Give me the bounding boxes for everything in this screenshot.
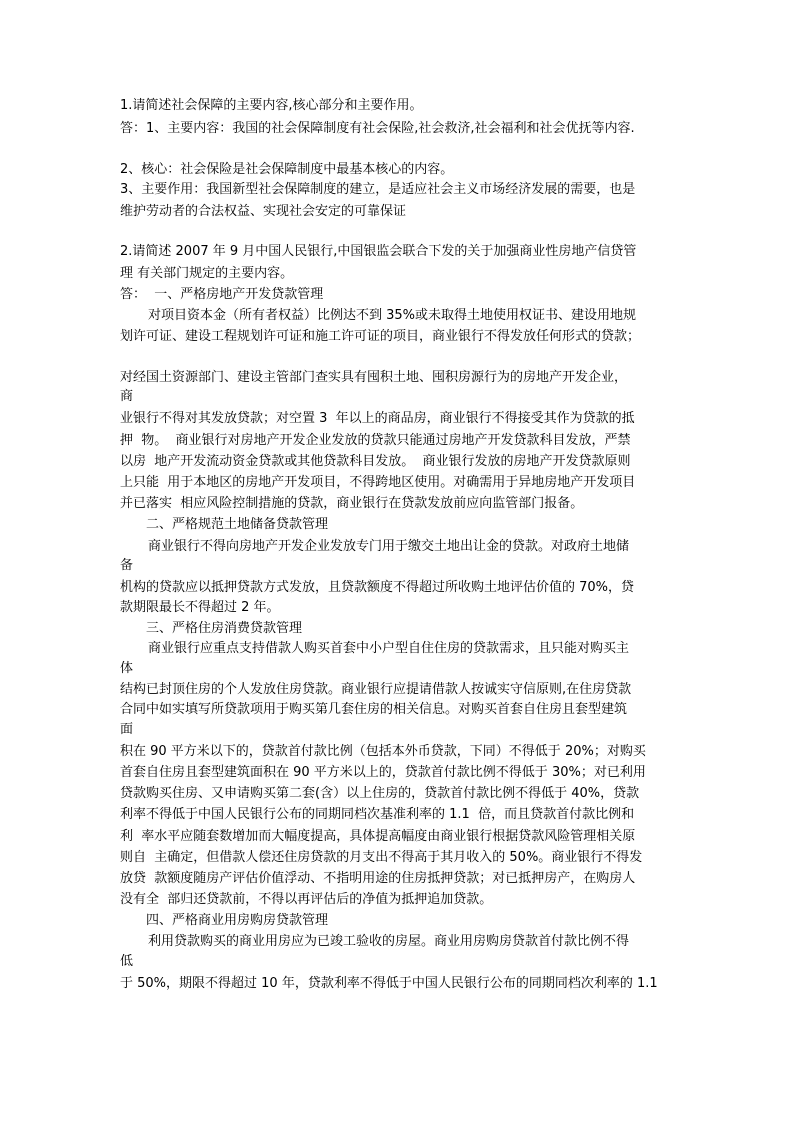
answer-1-role: 3、主要作用：我国新型社会保障制度的建立，是适应社会主义市场经济发展的需要，也是 [120,182,636,197]
paragraph-line: 则自 主确定，但借款人偿还住房贷款的月支出不得高于其月收入的 50%。商业银行不得发 [120,850,643,865]
paragraph-line: 利用贷款购买的商业用房应为已竣工验收的房屋。商业用房购房贷款首付款比例不得 [148,934,630,949]
paragraph-line: 商业银行不得向房地产开发企业发放专门用于缴交土地出让金的贷款。对政府土地储 [148,539,630,554]
paragraph-line: 并已落实 相应风险控制措施的贷款，商业银行在贷款发放前应向监管部门报备。 [120,496,584,511]
paragraph-line: 贷款购买住房、又申请购买第二套(含）以上住房的，贷款首付款比例不得低于 40%，贷款 [120,786,640,801]
section-heading-2: 二、严格规范土地储备贷款管理 [146,517,329,532]
paragraph-line: 于 50%，期限不得超过 10 年，贷款利率不得低于中国人民银行公布的同期同档次利率的 1.1 [120,976,658,991]
paragraph-line: 以房 地产开发流动资金贷款或其他贷款科目发放。 商业银行发放的房地产开发贷款原则 [120,454,631,469]
paragraph-line: 结构已封顶住房的个人发放住房贷款。商业银行应提请借款人按诚实守信原则,在住房贷款 [120,682,632,697]
paragraph-line: 积在 90 平方米以下的，贷款首付款比例（包括本外币贷款，下同）不得低于 20%；对购买 [120,744,646,759]
paragraph-line: 商业银行应重点支持借款人购买首套中小户型自住住房的贷款需求，且只能对购买主 [148,641,630,656]
paragraph-line: 划许可证、建设工程规划许可证和施工许可证的项目，商业银行不得发放任何形式的贷款； [120,329,641,344]
paragraph-line: 商 [120,389,134,404]
paragraph-line: 首套自住房且套型建筑面积在 90 平方米以上的，贷款首付款比例不得低于 30%；对已利用 [120,765,646,780]
question-1: 1.请简述社会保障的主要内容,核心部分和主要作用。 [120,98,423,113]
paragraph-line: 款期限最长不得超过 2 年。 [120,600,280,615]
question-2: 2.请简述 2007 年 9 月中国人民银行,中国银监会联合下发的关于加强商业性房地产信贷管 [120,244,637,259]
paragraph-line: 上只能 用于本地区的房地产开发项目，不得跨地区使用。对确需用于异地房地产开发项目 [120,475,636,490]
paragraph-line: 押 物。 商业银行对房地产开发企业发放的贷款只能通过房地产开发贷款科目发放，严禁 [120,433,631,448]
paragraph-line: 利 率水平应随套数增加而大幅度提高，具体提高幅度由商业银行根据贷款风险管理相关原 [120,829,636,844]
paragraph-line: 面 [120,722,134,737]
answer-1-role-cont: 维护劳动者的合法权益、实现社会安定的可靠保证 [120,204,407,219]
section-heading-3: 三、严格住房消费贷款管理 [146,621,303,636]
paragraph-line: 对经国土资源部门、建设主管部门查实具有囤积土地、囤积房源行为的房地产开发企业， [120,370,628,385]
answer-1-core: 2、核心：社会保险是社会保障制度中最基本核心的内容。 [120,162,454,177]
paragraph-line: 业银行不得对其发放贷款；对空置 3 年以上的商品房，商业银行不得接受其作为贷款的抵 [120,411,635,426]
paragraph-line: 低 [120,954,134,969]
section-heading-4: 四、严格商业用房购房贷款管理 [146,913,329,928]
answer-2-heading-1: 答： 一、严格房地产开发贷款管理 [120,287,324,302]
question-2-cont: 理 有关部门规定的主要内容。 [120,266,294,281]
paragraph-line: 对项目资本金（所有者权益）比例达不到 35%或未取得土地使用权证书、建设用地规 [148,308,637,323]
paragraph-line: 合同中如实填写所贷款项用于购买第几套住房的相关信息。对购买首套自住房且套型建筑 [120,702,628,717]
paragraph-line: 机构的贷款应以抵押贷款方式发放，且贷款额度不得超过所收购土地评估价值的 70%，贷 [120,580,635,595]
paragraph-line: 没有全 部归还贷款前，不得以再评估后的净值为抵押追加贷款。 [120,892,493,907]
answer-1-content: 答：1、主要内容：我国的社会保障制度有社会保险,社会救济,社会福利和社会优抚等内容. [120,121,635,136]
paragraph-line: 体 [120,661,134,676]
paragraph-line: 备 [120,558,134,573]
paragraph-line: 利率不得低于中国人民银行公布的同期同档次基准利率的 1.1 倍，而且贷款首付款比例和 [120,807,635,822]
paragraph-line: 放贷 款额度随房产评估价值浮动、不指明用途的住房抵押贷款；对已抵押房产，在购房人 [120,871,636,886]
